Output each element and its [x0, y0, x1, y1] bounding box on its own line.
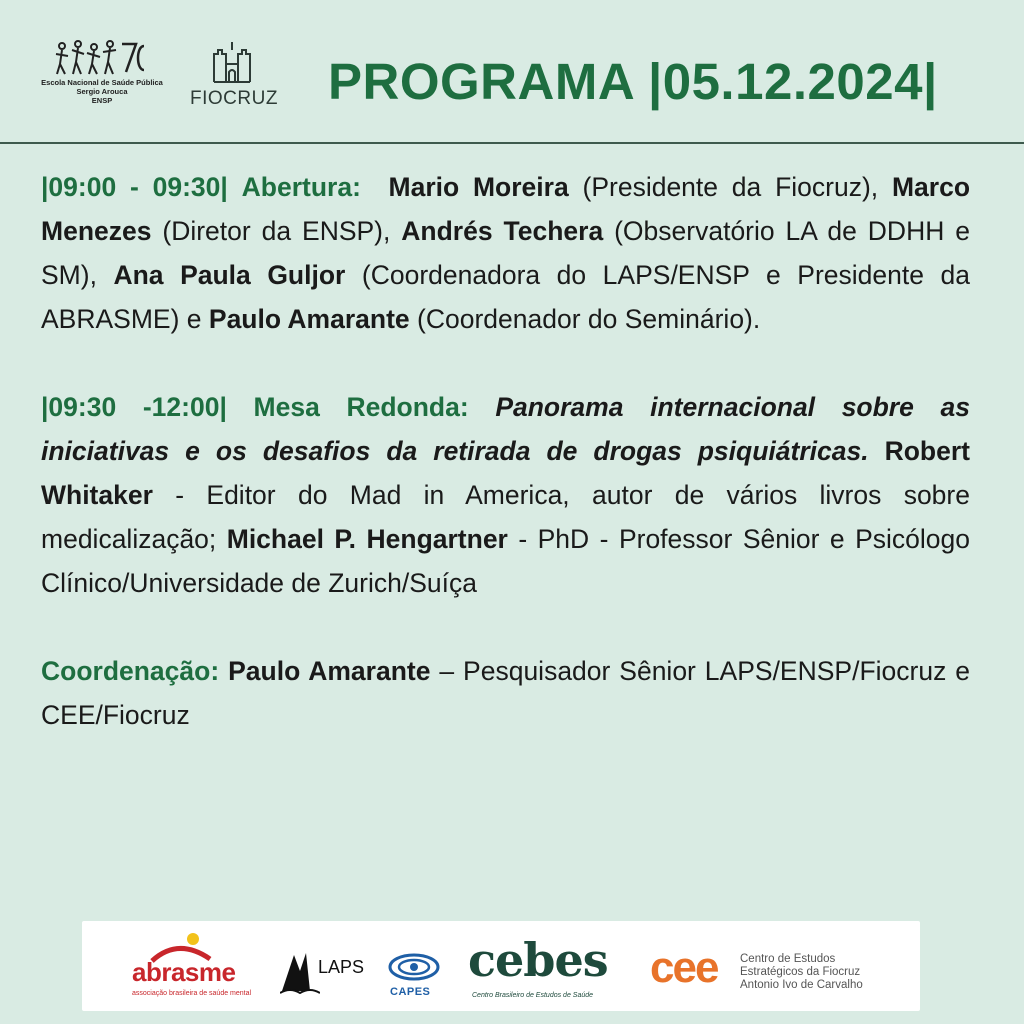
coordinator-name: Paulo Amarante	[228, 656, 431, 686]
cee-logo: cee	[650, 943, 718, 992]
header-divider	[0, 142, 1024, 144]
fiocruz-label: FIOCRUZ	[190, 88, 278, 109]
page-title: PROGRAMA |05.12.2024|	[328, 53, 938, 110]
coordination-label: Coordenação:	[41, 656, 220, 686]
speaker-name: Robert Whitaker	[41, 436, 970, 510]
speaker-name: Michael P. Hengartner	[226, 524, 508, 554]
fiocruz-logo	[190, 38, 278, 118]
capes-eye-icon	[388, 949, 440, 985]
partner-logos-bar	[82, 921, 920, 1011]
laps-book-icon	[280, 947, 320, 997]
program-content	[41, 165, 970, 781]
capes-logo: CAPES	[390, 986, 431, 998]
cee-line3: Antonio Ivo de Carvalho	[740, 979, 863, 991]
speaker-role: (Presidente da Fiocruz),	[568, 172, 892, 202]
cebes-logo: cebes	[468, 933, 608, 987]
speaker-role: (Diretor da ENSP),	[151, 216, 402, 246]
cebes-subtitle: Centro Brasileiro de Estudos de Saúde	[472, 992, 594, 999]
speaker-name: Mario Moreira	[388, 172, 569, 202]
laps-logo: LAPS	[318, 957, 365, 977]
cee-line2: Estratégicos da Fiocruz	[740, 966, 861, 978]
speaker-role: (Coordenador do Seminário).	[409, 304, 761, 334]
roundtable-topic: Panorama internacional sobre as iniciativas e os desafios da retirada de drogas psiquiátricas.	[41, 392, 970, 466]
speaker-role: (Coordenadora do LAPS/ENSP e Presidente da ABRASME) e	[41, 260, 970, 334]
speaker-name: Andrés Techera	[401, 216, 604, 246]
opening-label: Abertura:	[241, 172, 361, 202]
speaker-name: Ana Paula Guljor	[113, 260, 346, 290]
fiocruz-castle-icon	[210, 38, 254, 84]
ensp-logo-line3: ENSP	[91, 96, 113, 105]
cee-description	[740, 953, 863, 992]
opening-section	[41, 165, 970, 341]
cee-line1: Centro de Estudos	[740, 953, 836, 965]
ensp-logo	[38, 38, 166, 118]
roundtable-label: Mesa Redonda:	[253, 392, 469, 422]
speaker-name: Marco Menezes	[41, 172, 971, 246]
abrasme-logo: abrasme	[132, 957, 236, 987]
roundtable-time: |09:30 -12:00|	[41, 392, 227, 422]
opening-time: |09:00 - 09:30|	[41, 172, 228, 202]
speaker-role: (Observatório LA de DDHH e SM),	[41, 216, 970, 290]
ensp-logo-line2: Sergio Arouca	[76, 87, 128, 96]
speaker-description: - PhD - Professor Sênior e Psicólogo Clínico/Universidade de Zurich/Suíça	[41, 524, 970, 598]
abrasme-subtitle: associação brasileira de saúde mental	[132, 990, 252, 997]
coordinator-description: – Pesquisador Sênior LAPS/ENSP/Fiocruz e CEE/Fiocruz	[41, 656, 970, 730]
header	[0, 0, 1024, 142]
ensp-logo-line1: Escola Nacional de Saúde Pública	[41, 78, 163, 87]
ensp-figures-icon	[52, 38, 152, 78]
coordination-section	[41, 649, 970, 737]
speaker-description: - Editor do Mad in America, autor de vários livros sobre medicalização;	[41, 480, 970, 554]
speaker-name: Paulo Amarante	[208, 304, 410, 334]
roundtable-section	[41, 385, 970, 605]
